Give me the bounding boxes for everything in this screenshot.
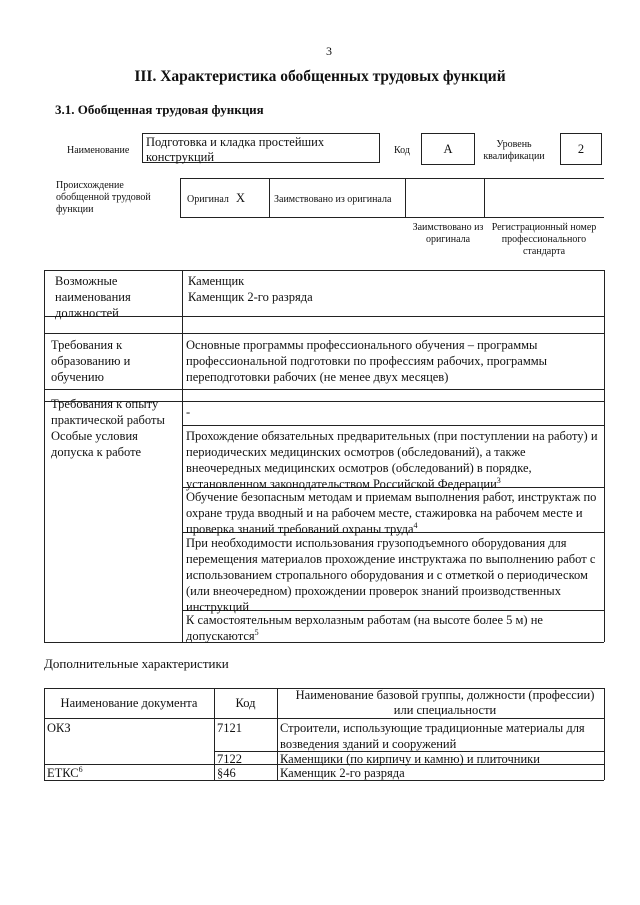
col-code-header: Код: [235, 696, 256, 710]
row-name: Строители, использующие традиционные материалы для возведения зданий и сооружений: [280, 721, 585, 751]
row-doc: ОКЗ: [47, 721, 71, 735]
function-code: А: [421, 133, 475, 165]
name-label: Наименование: [67, 145, 130, 156]
experience-value: -: [186, 405, 191, 419]
col-name-header: Наименование базовой группы, должности (профессии) или специальности: [295, 688, 595, 717]
function-name: Подготовка и кладка простейших конструкций: [142, 133, 380, 163]
row-doc: ЕТКС$^6$: [47, 764, 83, 780]
section-title: III. Характеристика обобщенных трудовых функций: [134, 68, 506, 85]
row-name: Каменщики (по кирпичу и камню) и плиточники: [280, 752, 540, 766]
position-1: Каменщик: [188, 274, 245, 288]
additional-title: Дополнительные характеристики: [44, 656, 229, 671]
subsection-title: 3.1. Обобщенная трудовая функция: [55, 102, 264, 117]
condition-item: К самостоятельным верхолазным работам (на высоте более 5 м) не допускаются$^5$: [186, 613, 543, 643]
level-value: 2: [560, 133, 602, 165]
col-regnum: Регистрационный номер профессионального стандарта: [491, 222, 597, 257]
row-code: 7121: [217, 721, 242, 735]
borrowed-label: Заимствовано из оригинала: [274, 194, 392, 205]
original-mark: X: [236, 191, 246, 205]
origin-label: Происхождение обобщенной трудовой функции: [56, 180, 151, 215]
education-value: Основные программы профессионального обучения – программы профессиональной подготовки по профессиям рабочих, программы переподготовки рабочих (не менее двух месяцев): [186, 338, 548, 384]
col-doc-header: Наименование документа: [60, 696, 198, 710]
positions-label: Возможные наименования должностей: [55, 274, 131, 320]
original-label: Оригинал: [187, 194, 229, 205]
education-label: Требования к образованию и обучению: [51, 338, 131, 384]
experience-label: Требования к опыту практической работы: [51, 397, 165, 427]
condition-item: Прохождение обязательных предварительных (при поступлении на работу) и периодических медицинских осмотров (обследований), а также внеочередных медицинских осмотров (обследований) в порядке, установленном законодательством Российской Федерации$^3$: [186, 429, 598, 491]
row-name: Каменщик 2-го разряда: [280, 766, 405, 780]
condition-item: При необходимости использования грузоподъемного оборудования для перемещения материалов прохождение инструктажа по выполнению работ с использованием стропального оборудования и с отметкой о периодическом (или внеочередном) прохождении проверок знаний производственных инструкций: [186, 536, 596, 614]
col-borrowed: Заимствовано из оригинала: [412, 222, 484, 245]
row-code: §46: [217, 766, 236, 780]
page-number: 3: [326, 44, 332, 58]
conditions-label: Особые условия допуска к работе: [51, 429, 142, 459]
level-label: Уровень квалификации: [483, 139, 545, 162]
condition-item: Обучение безопасным методам и приемам выполнения работ, инструктаж по охране труда вводный и на рабочем месте, стажировка на рабочем месте и проверка знаний требований охраны труда$^4$: [186, 490, 597, 536]
code-label: Код: [394, 145, 410, 156]
position-2: Каменщик 2-го разряда: [188, 290, 313, 304]
row-code: 7122: [217, 752, 242, 766]
